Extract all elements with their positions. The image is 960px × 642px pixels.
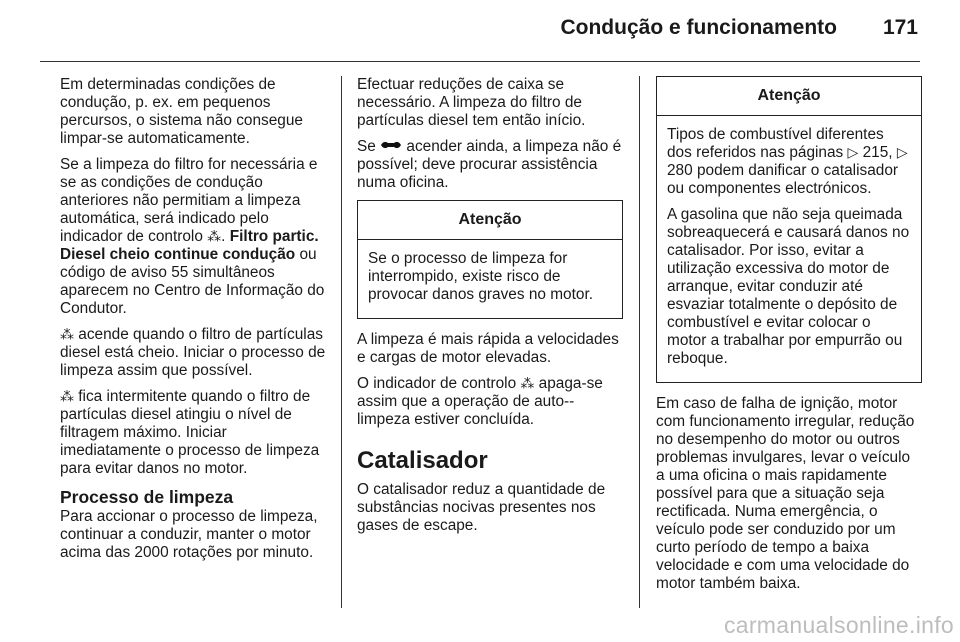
warning-text: A gasolina que não seja queimada sobreaquecerá e causará danos no catalisador. Por isso, evitar a utilização excessiva do motor de arranque, evitar conduzir até esvaziar totalmente o depósito de combustível e evitar colocar o motor a trabalhar por empurrão ou reboque. xyxy=(667,206,910,367)
text: Se xyxy=(357,138,381,155)
text: 280 podem danificar o catalisador ou componentes electrónicos. xyxy=(667,162,899,197)
column-1 xyxy=(60,76,326,570)
page-number: 171 xyxy=(882,16,918,39)
diesel-particle-filter-icon: ⁂ xyxy=(520,375,535,391)
text: 215, xyxy=(858,144,897,161)
page-header-title: Condução e funcionamento xyxy=(560,16,837,39)
text: apaga-se assim que a operação de auto--limpeza estiver concluída. xyxy=(357,375,603,428)
header-rule xyxy=(40,61,920,62)
paragraph: Efectuar reduções de caixa se necessário. A limpeza do filtro de partículas diesel tem então início. xyxy=(357,76,586,129)
page-reference-arrow-icon: ▷ xyxy=(896,144,908,160)
paragraph: O catalisador reduz a quantidade de substâncias nocivas presentes nos gases de escape. xyxy=(357,481,606,534)
text: Se a limpeza do filtro for necessária e se as condições de condução anteriores não permitiam a limpeza automática, será indicado pelo indicador de controlo xyxy=(60,156,318,245)
text: acende quando o filtro de partículas diesel está cheio. Iniciar o processo de limpeza assim que possível. xyxy=(60,326,326,379)
column-3 xyxy=(656,76,922,601)
paragraph xyxy=(357,375,623,429)
page-reference-arrow-icon: ▷ xyxy=(847,144,859,160)
text: Tipos de combustível diferentes dos referidos nas páginas xyxy=(667,126,884,161)
text: acender ainda, a limpeza não é possível; deve procurar assistência numa oficina. xyxy=(357,138,622,191)
warning-title: Atenção xyxy=(657,77,921,116)
column-2 xyxy=(357,76,623,543)
paragraph: Em determinadas condições de condução, p. ex. em pequenos percursos, o sistema não consegue limpar-se automaticamente. xyxy=(60,76,303,147)
text: O indicador de controlo xyxy=(357,375,521,392)
service-wrench-icon xyxy=(380,139,402,153)
warning-box xyxy=(656,76,922,383)
warning-title: Atenção xyxy=(358,201,622,240)
watermark: carmanualsonline.info xyxy=(723,612,954,638)
column-divider-2 xyxy=(639,76,640,608)
warning-box xyxy=(357,200,623,319)
paragraph: A limpeza é mais rápida a velocidades e cargas de motor elevadas. xyxy=(357,331,619,366)
text: ou código de aviso 55 simultâneos aparecem no Centro de Informação do Condutor. xyxy=(60,246,325,317)
warning-text: Se o processo de limpeza for interrompido, existe risco de provocar danos graves no motor. xyxy=(368,250,593,303)
paragraph xyxy=(357,138,623,192)
text: . xyxy=(221,228,230,245)
paragraph xyxy=(60,388,326,478)
paragraph: Para accionar o processo de limpeza, continuar a conduzir, manter o motor acima das 2000 rotações por minuto. xyxy=(60,508,318,561)
column-divider-1 xyxy=(341,76,342,608)
section-heading-processo: Processo de limpeza xyxy=(60,487,234,507)
section-heading-catalisador: Catalisador xyxy=(357,447,488,474)
diesel-particle-filter-icon: ⁂ xyxy=(207,228,222,244)
paragraph xyxy=(60,156,326,318)
paragraph xyxy=(60,326,326,380)
text: fica intermitente quando o filtro de partículas diesel atingiu o nível de filtragem máximo. Iniciar imediatamente o processo de limpeza para evitar danos no motor. xyxy=(60,388,320,477)
bold-text: Filtro partic. Diesel cheio continue condução xyxy=(60,228,319,263)
diesel-particle-filter-icon: ⁂ xyxy=(60,326,74,342)
paragraph: Em caso de falha de ignição, motor com funcionamento irregular, redução no desempenho do motor ou outros problemas invulgares, levar o veículo a uma oficina o mais rapidamente possível para que a situação seja rectificada. Numa emergência, o veículo pode ser conduzido por um curto período de tempo a baixa velocidade e com uma velocidade do motor também baixa. xyxy=(656,395,915,592)
warning-text xyxy=(667,126,911,198)
diesel-particle-filter-icon: ⁂ xyxy=(60,388,74,404)
